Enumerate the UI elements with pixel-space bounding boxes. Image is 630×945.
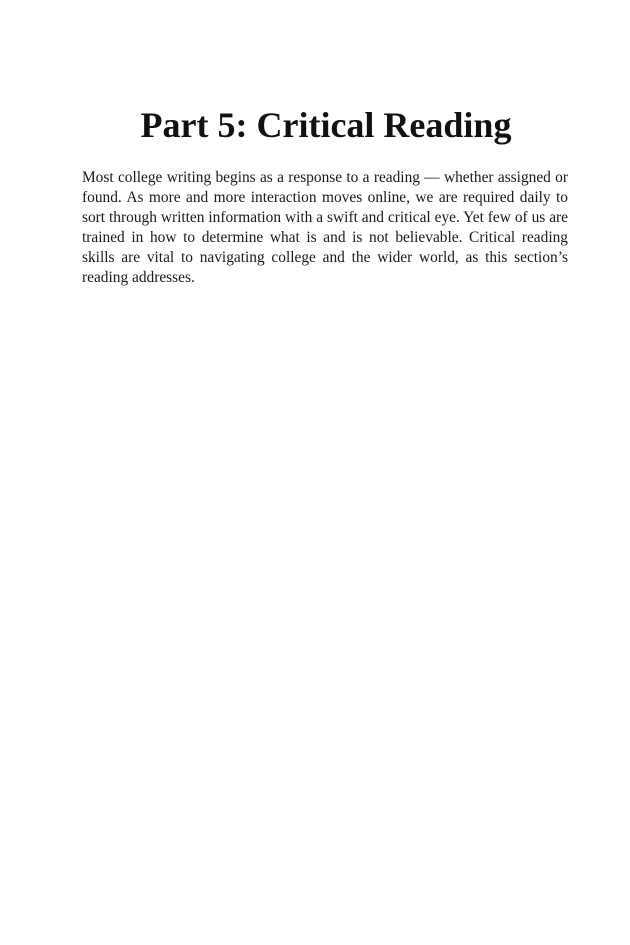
- intro-paragraph: Most college writing begins as a response to a reading — whether assigned or found. As more and more interaction moves online, we are required daily to sort through written information with a swift and critical eye. Yet few of us are trained in how to determine what is and is not believable. Critical reading skills are vital to navigating college and the wider world, as this section’s reading addresses.: [82, 169, 568, 286]
- page-title: Part 5: Critical Reading: [140, 105, 512, 145]
